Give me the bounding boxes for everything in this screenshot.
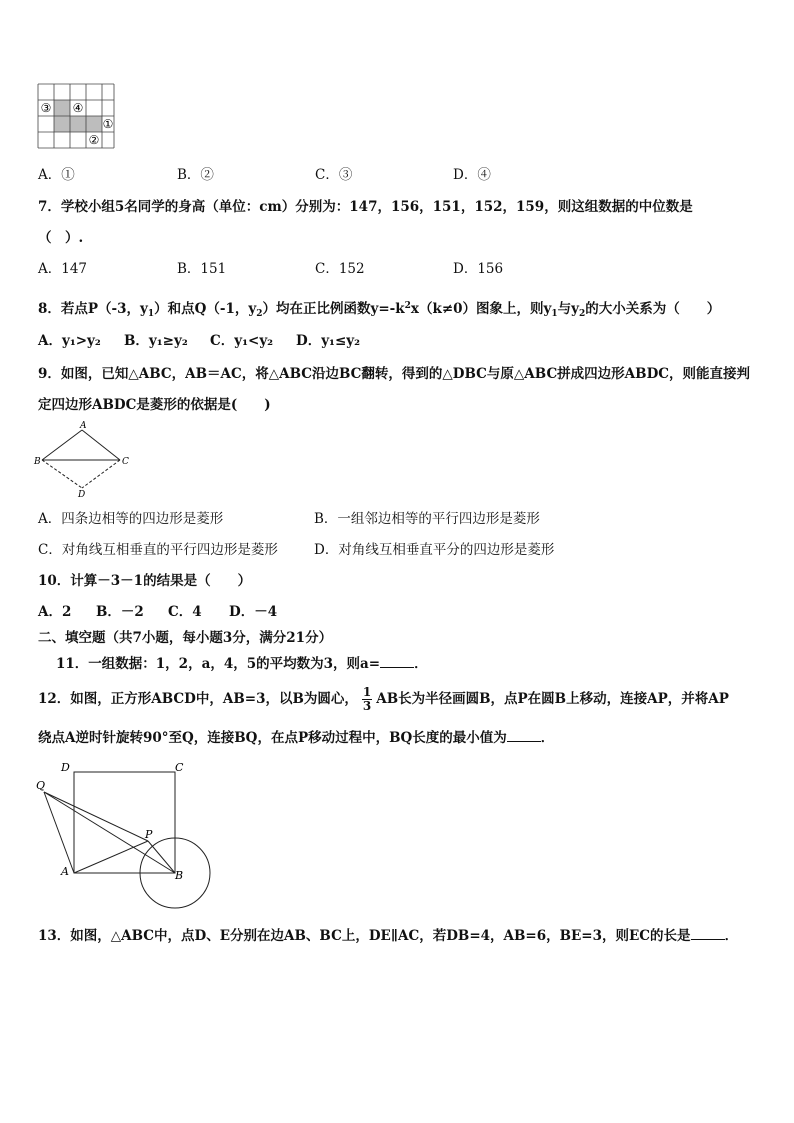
q8-text-3: ）均在正比例函数y=-k <box>262 301 405 317</box>
q12-end: ． <box>540 730 555 746</box>
q7-stem: 7．学校小组5名同学的身高（单位：cm）分别为：147，156，151，152，159，则这组数据的中位数是 <box>38 199 693 215</box>
q10-option-a[interactable]: A．2 <box>38 604 72 620</box>
q7-paren: （ ）. <box>38 230 84 246</box>
q8-option-c[interactable]: C．y₁<y₂ <box>210 333 274 349</box>
segment-cd <box>82 460 120 488</box>
section-heading: 二、填空题（共7小题，每小题3分，满分21分） <box>38 630 333 646</box>
segment-ap <box>74 841 148 873</box>
q7-option-a[interactable]: A．147 <box>38 261 88 277</box>
q10-stem: 10．计算－3－1的结果是（ ） <box>38 573 252 589</box>
q9-option-a[interactable]: A．四条边相等的四边形是菱形 <box>38 511 224 527</box>
q8-text-1: 8．若点P（-3，y <box>38 301 148 317</box>
q11-stem <box>56 655 428 673</box>
q12-stem-line2 <box>38 729 554 747</box>
q7-option-d[interactable]: D．156 <box>453 261 504 277</box>
q6-option-d[interactable]: D．④ <box>453 167 491 183</box>
q10-option-b[interactable]: B．－2 <box>96 604 144 620</box>
q7-option-b[interactable]: B．151 <box>177 261 227 277</box>
q8-text-5: 与y <box>557 301 579 317</box>
q8-text-6: 的大小关系为（ ） <box>585 301 721 317</box>
q11-end: ． <box>414 656 428 672</box>
segment-qb <box>44 792 175 873</box>
fraction-one-third <box>362 686 372 713</box>
q13-answer-blank[interactable] <box>691 927 725 940</box>
square-circle-figure <box>34 758 220 908</box>
point-label-a: A <box>80 421 87 431</box>
segment-bd <box>42 460 82 488</box>
q8-option-a[interactable]: A．y₁>y₂ <box>38 333 101 349</box>
rhombus-figure <box>34 420 134 498</box>
q10-option-d[interactable]: D．－4 <box>229 604 278 620</box>
q10-option-c[interactable]: C．4 <box>168 604 202 620</box>
q12-answer-blank[interactable] <box>507 729 541 742</box>
q8-option-d[interactable]: D．y₁≤y₂ <box>296 333 361 349</box>
q9-stem-line2: 定四边形ABDC是菱形的依据是( ) <box>38 397 271 413</box>
cell-label-4: ④ <box>72 101 84 115</box>
shaded-cell <box>70 116 86 132</box>
q12-text-post: AB长为半径画圆B，点P在圆B上移动，连接AP，并将AP <box>376 691 729 707</box>
q6-option-c[interactable]: C．③ <box>315 167 353 183</box>
q8-text-2: ）和点Q（-1，y <box>154 301 257 317</box>
fraction-denominator: 3 <box>362 699 372 713</box>
q8-option-b[interactable]: B．y₁≥y₂ <box>124 333 188 349</box>
point-label-d: D <box>78 490 86 500</box>
point-label-p: P <box>145 828 153 841</box>
q13-text: 13．如图，△ABC中，点D、E分别在边AB、BC上，DE∥AC，若DB=4，AB=6，BE=3，则EC的长是 <box>38 928 691 944</box>
q11-text: 11．一组数据：1，2，a，4，5的平均数为3，则a= <box>56 656 381 672</box>
q9-option-d[interactable]: D．对角线互相垂直平分的四边形是菱形 <box>314 542 555 558</box>
segment-pb <box>148 841 175 873</box>
q9-option-c[interactable]: C．对角线互相垂直的平行四边形是菱形 <box>38 542 278 558</box>
q11-answer-blank[interactable] <box>380 655 414 668</box>
q13-end: ． <box>724 928 739 944</box>
q8-stem: 8．若点P（-3，$y_1$）和点Q（-1，$y_2$）均在正比例函数$y=-k^2x(k\ne 0)$图象上，则$y_1$与$y_2$的大小关系为（ ） <box>38 301 721 319</box>
point-label-q: Q <box>36 779 46 792</box>
segment-ac <box>82 430 120 460</box>
q12-stem-line1 <box>38 684 729 714</box>
q6-option-b[interactable]: B．② <box>177 167 214 183</box>
point-label-c: C <box>175 761 184 774</box>
point-label-d: D <box>61 761 70 774</box>
point-label-b: B <box>34 457 41 467</box>
q12-text-line2: 绕点A逆时针旋转90°至Q，连接BQ，在点P移动过程中，BQ长度的最小值为 <box>38 730 507 746</box>
cell-label-3: ③ <box>40 101 52 115</box>
q9-option-b[interactable]: B．一组邻边相等的平行四边形是菱形 <box>314 511 540 527</box>
cell-label-1: ① <box>102 117 114 131</box>
q13-stem <box>38 927 738 945</box>
grid-figure <box>37 84 115 148</box>
fraction-numerator: 1 <box>362 685 372 699</box>
q6-option-a[interactable]: A．① <box>38 167 75 183</box>
cell-label-2: ② <box>88 133 100 147</box>
q9-stem-line1: 9．如图，已知△ABC，AB＝AC，将△ABC沿边BC翻转，得到的△DBC与原△ABC拼成四边形ABDC，则能直接判 <box>38 366 751 382</box>
point-label-c: C <box>122 457 129 467</box>
square-abcd <box>74 772 175 873</box>
q7-option-c[interactable]: C．152 <box>315 261 365 277</box>
shaded-cell <box>86 116 102 132</box>
q8-text-4: x（k≠0）图象上，则y <box>410 301 552 317</box>
segment-ab <box>42 430 82 460</box>
point-label-a: A <box>61 865 69 878</box>
q12-text-pre: 12．如图，正方形ABCD中，AB=3，以B为圆心， <box>38 691 358 707</box>
point-label-b: B <box>175 869 184 882</box>
